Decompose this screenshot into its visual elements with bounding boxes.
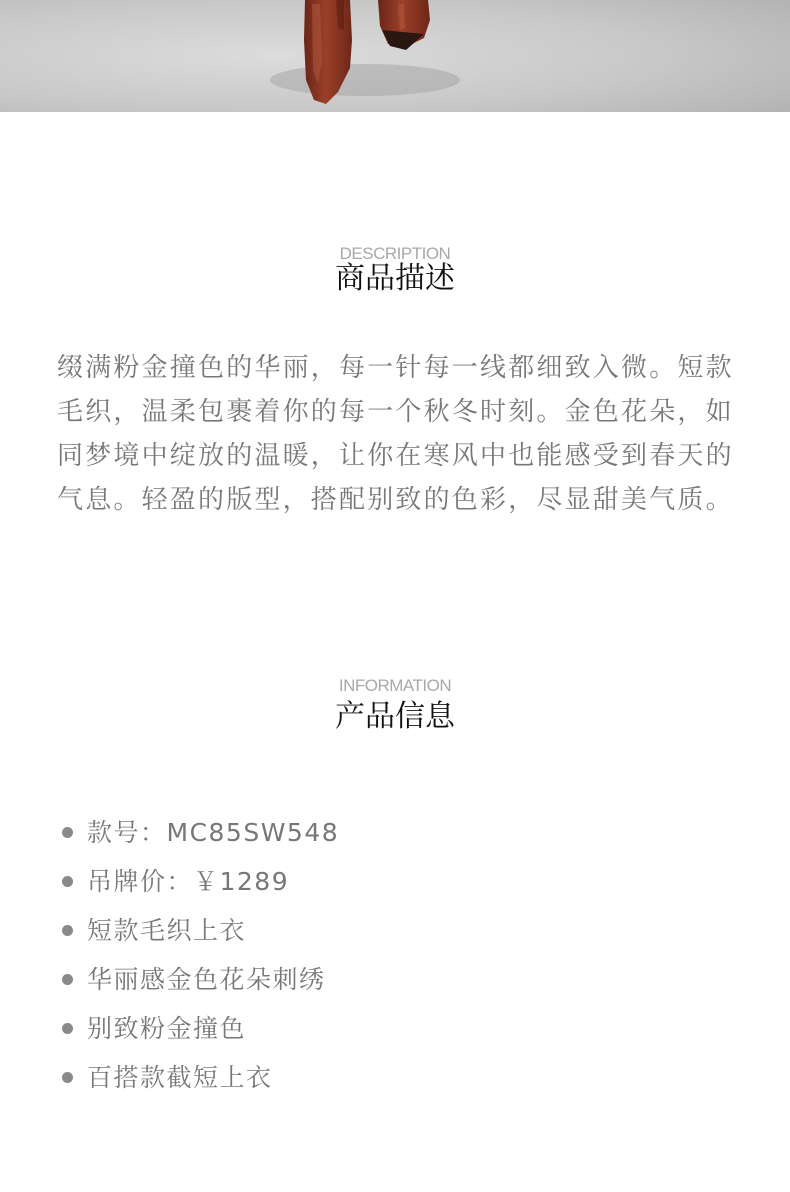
- list-item-feature: [60, 1004, 339, 1053]
- description-heading-cn: 商品描述: [335, 261, 455, 296]
- bullet-dot-icon: [62, 1023, 73, 1034]
- bullet-dot-icon: [62, 1072, 73, 1083]
- bullet-dot-icon: [62, 876, 73, 887]
- info-label: 百搭款截短上衣: [87, 1063, 273, 1092]
- hero-product-photo: [0, 0, 790, 112]
- description-heading-en: DESCRIPTION: [339, 244, 451, 263]
- info-label: 别致粉金撞色: [87, 1014, 247, 1043]
- info-label: 华丽感金色花朵刺绣: [87, 965, 326, 994]
- list-item-feature: [60, 955, 339, 1004]
- bullet-dot-icon: [62, 827, 73, 838]
- list-item-feature: [60, 906, 339, 955]
- list-item-feature: [60, 1053, 339, 1102]
- product-info-list: [60, 808, 339, 1102]
- info-label: 吊牌价：￥1289: [87, 867, 290, 896]
- boots-on-carpet-image: [0, 0, 790, 112]
- info-label: 款号：MC85SW548: [87, 818, 340, 847]
- information-heading-en: INFORMATION: [338, 676, 452, 695]
- bullet-dot-icon: [62, 925, 73, 936]
- info-label: 短款毛织上衣: [87, 916, 247, 945]
- information-heading-cn: 产品信息: [335, 699, 455, 734]
- description-text: 缀满粉金撞色的华丽，每一针每一线都细致入微。短款毛织，温柔包裹着你的每一个秋冬时刻。金色花朵，如同梦境中绽放的温暖，让你在寒风中也能感受到春天的气息。轻盈的版型，搭配别致的色彩，尽显甜美气质。: [57, 353, 734, 515]
- list-item-style-number: [60, 808, 339, 857]
- bullet-dot-icon: [62, 974, 73, 985]
- list-item-tag-price: [60, 857, 339, 906]
